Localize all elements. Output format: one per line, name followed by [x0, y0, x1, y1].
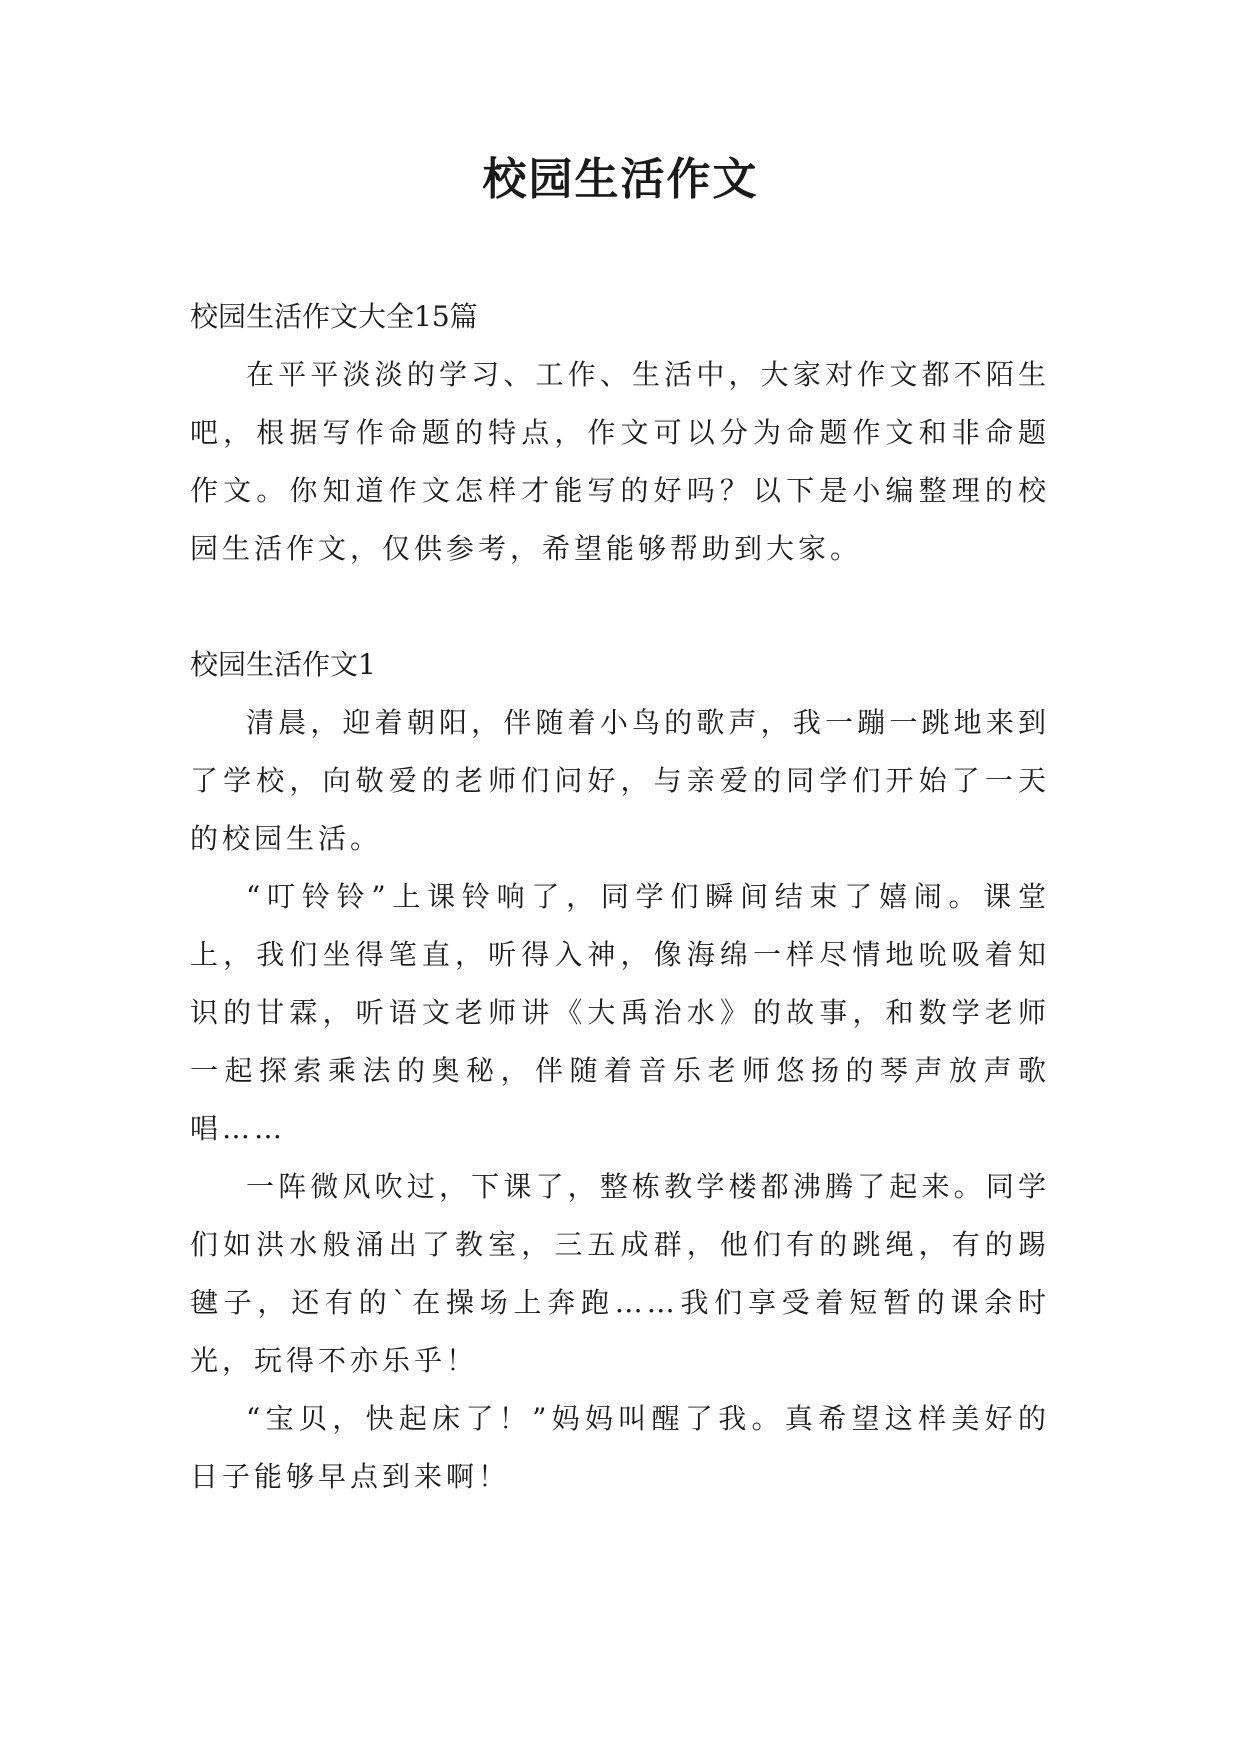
section-heading: 校园生活作文1 — [190, 648, 376, 681]
body-paragraph: “叮铃铃”上课铃响了，同学们瞬间结束了嬉闹。课堂上，我们坐得笔直，听得入神，像海绵一样尽情地吮吸着知识的甘霖，听语文老师讲《大禹治水》的故事，和数学老师一起探索乘法的奥秘，伴随着音乐老师悠扬的琴声放声歌唱…… — [190, 880, 1050, 1145]
document-body — [190, 288, 1050, 1506]
body-paragraph: “宝贝，快起床了！”妈妈叫醒了我。真希望这样美好的日子能够早点到来啊！ — [190, 1402, 1050, 1493]
body-paragraph: 清晨，迎着朝阳，伴随着小鸟的歌声，我一蹦一跳地来到了学校，向敬爱的老师们问好，与亲爱的同学们开始了一天的校园生活。 — [190, 706, 1050, 855]
document-subtitle: 校园生活作文大全15篇 — [190, 300, 478, 333]
intro-paragraph: 在平平淡淡的学习、工作、生活中，大家对作文都不陌生吧，根据写作命题的特点，作文可以分为命题作文和非命题作文。你知道作文怎样才能写的好吗？以下是小编整理的校园生活作文，仅供参考，希望能够帮助到大家。 — [190, 358, 1050, 565]
document-title: 校园生活作文 — [482, 154, 759, 205]
body-paragraph: 一阵微风吹过，下课了，整栋教学楼都沸腾了起来。同学们如洪水般涌出了教室，三五成群，他们有的跳绳，有的踢毽子，还有的`在操场上奔跑……我们享受着短暂的课余时光，玩得不亦乐乎！ — [190, 1170, 1050, 1377]
